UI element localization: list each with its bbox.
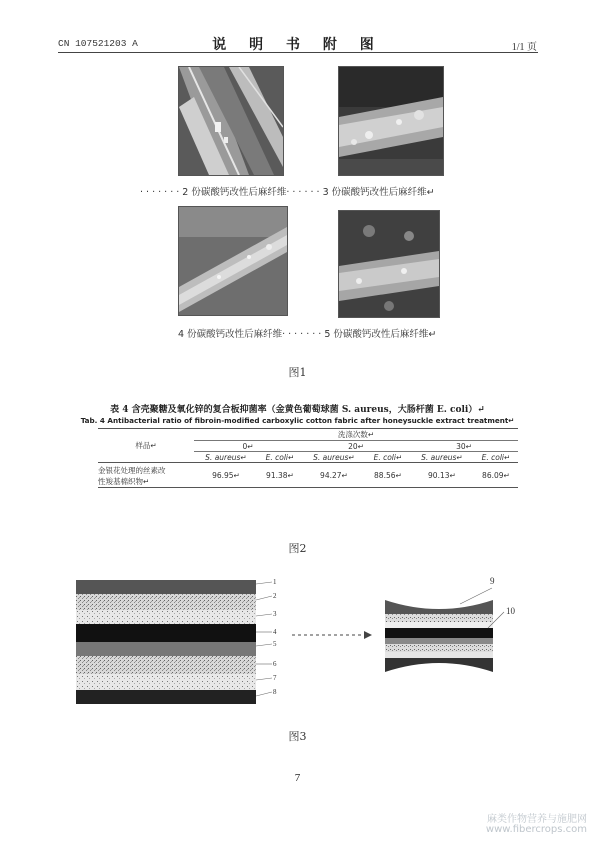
watermark-line1: 麻类作物营养与施肥网 [487, 814, 587, 825]
figure2-label: 图2 [288, 542, 307, 555]
bacteria-header: E. coli↵ [474, 452, 518, 463]
page-number: 7 [294, 772, 301, 784]
header-rule [58, 52, 538, 53]
layer-label: 10 [506, 606, 515, 616]
row-label-line1: 金银花处理的丝素改 [98, 466, 166, 475]
table-title-cn: 表 4 含壳聚糖及氧化锌的复合板抑菌率（金黄色葡萄球菌 S. aureus，大肠杆菌 E. coli）↵ [110, 405, 485, 415]
table-bottom-rule [98, 487, 518, 488]
wash-count-20: 20↵ [302, 441, 410, 452]
fiber-photo-4-parts [178, 206, 288, 316]
layer-label: 8 [273, 688, 277, 696]
table-cell: 94.27↵ [320, 470, 348, 480]
fiber-photo-2-parts [178, 66, 284, 176]
bacteria-header: E. coli↵ [258, 452, 302, 463]
table-cell: 86.09↵ [482, 470, 510, 480]
antibacterial-table [98, 428, 518, 488]
wash-header: 洗涤次数↵ [337, 430, 375, 439]
fiber-photo-5-parts [338, 210, 440, 318]
wash-count-30: 30↵ [410, 441, 518, 452]
layer-label: 1 [273, 578, 277, 586]
patent-number: CN 107521203 A [58, 38, 138, 49]
table-cell: 90.13↵ [428, 470, 456, 480]
bacteria-header: S. aureus↵ [194, 452, 258, 463]
layer-label: 7 [273, 674, 277, 682]
layer-label: 9 [490, 576, 495, 586]
table-row-label [98, 463, 194, 488]
figure1-label: 图1 [288, 366, 307, 379]
figure3-label: 图3 [288, 730, 307, 743]
layer-label: 6 [273, 660, 277, 668]
bacteria-header: E. coli↵ [366, 452, 410, 463]
page-title: 说 明 书 附 图 [212, 37, 383, 53]
bacteria-header: S. aureus↵ [410, 452, 474, 463]
bacteria-header: S. aureus↵ [302, 452, 366, 463]
layer-label: 4 [273, 628, 277, 636]
layer-label: 5 [273, 640, 277, 648]
table-cell: 96.95↵ [212, 470, 240, 480]
dashed-arrow-icon [292, 630, 372, 640]
figure1-caption-bottom: 4 份碳酸钙改性后麻纤维· · · · · · · 5 份碳酸钙改性后麻纤维↵ [178, 329, 437, 340]
sample-header: 样品↵ [135, 441, 157, 450]
row-label-line2: 性羧基棉织物↵ [98, 477, 150, 486]
layer-leader-lines [250, 578, 290, 708]
layer-label: 3 [273, 610, 277, 618]
layered-board-left [76, 580, 256, 704]
watermark-line2: www.fibercrops.com [485, 824, 587, 835]
table-cell: 91.38↵ [266, 470, 294, 480]
table-cell: 88.56↵ [374, 470, 402, 480]
layer-label: 2 [273, 592, 277, 600]
page-indicator: 1/1 页 [511, 42, 537, 53]
table-title-en: Tab. 4 Antibacterial ratio of fibroin-modified carboxylic cotton fabric after honeysuckle extract treatment↵ [80, 416, 515, 425]
fiber-photo-3-parts [338, 66, 444, 176]
figure1-caption-top: · · · · · · · 2 份碳酸钙改性后麻纤维· · · · · · 3 份碳酸钙改性后麻纤维↵ [140, 187, 435, 198]
wash-count-0: 0↵ [194, 441, 302, 452]
